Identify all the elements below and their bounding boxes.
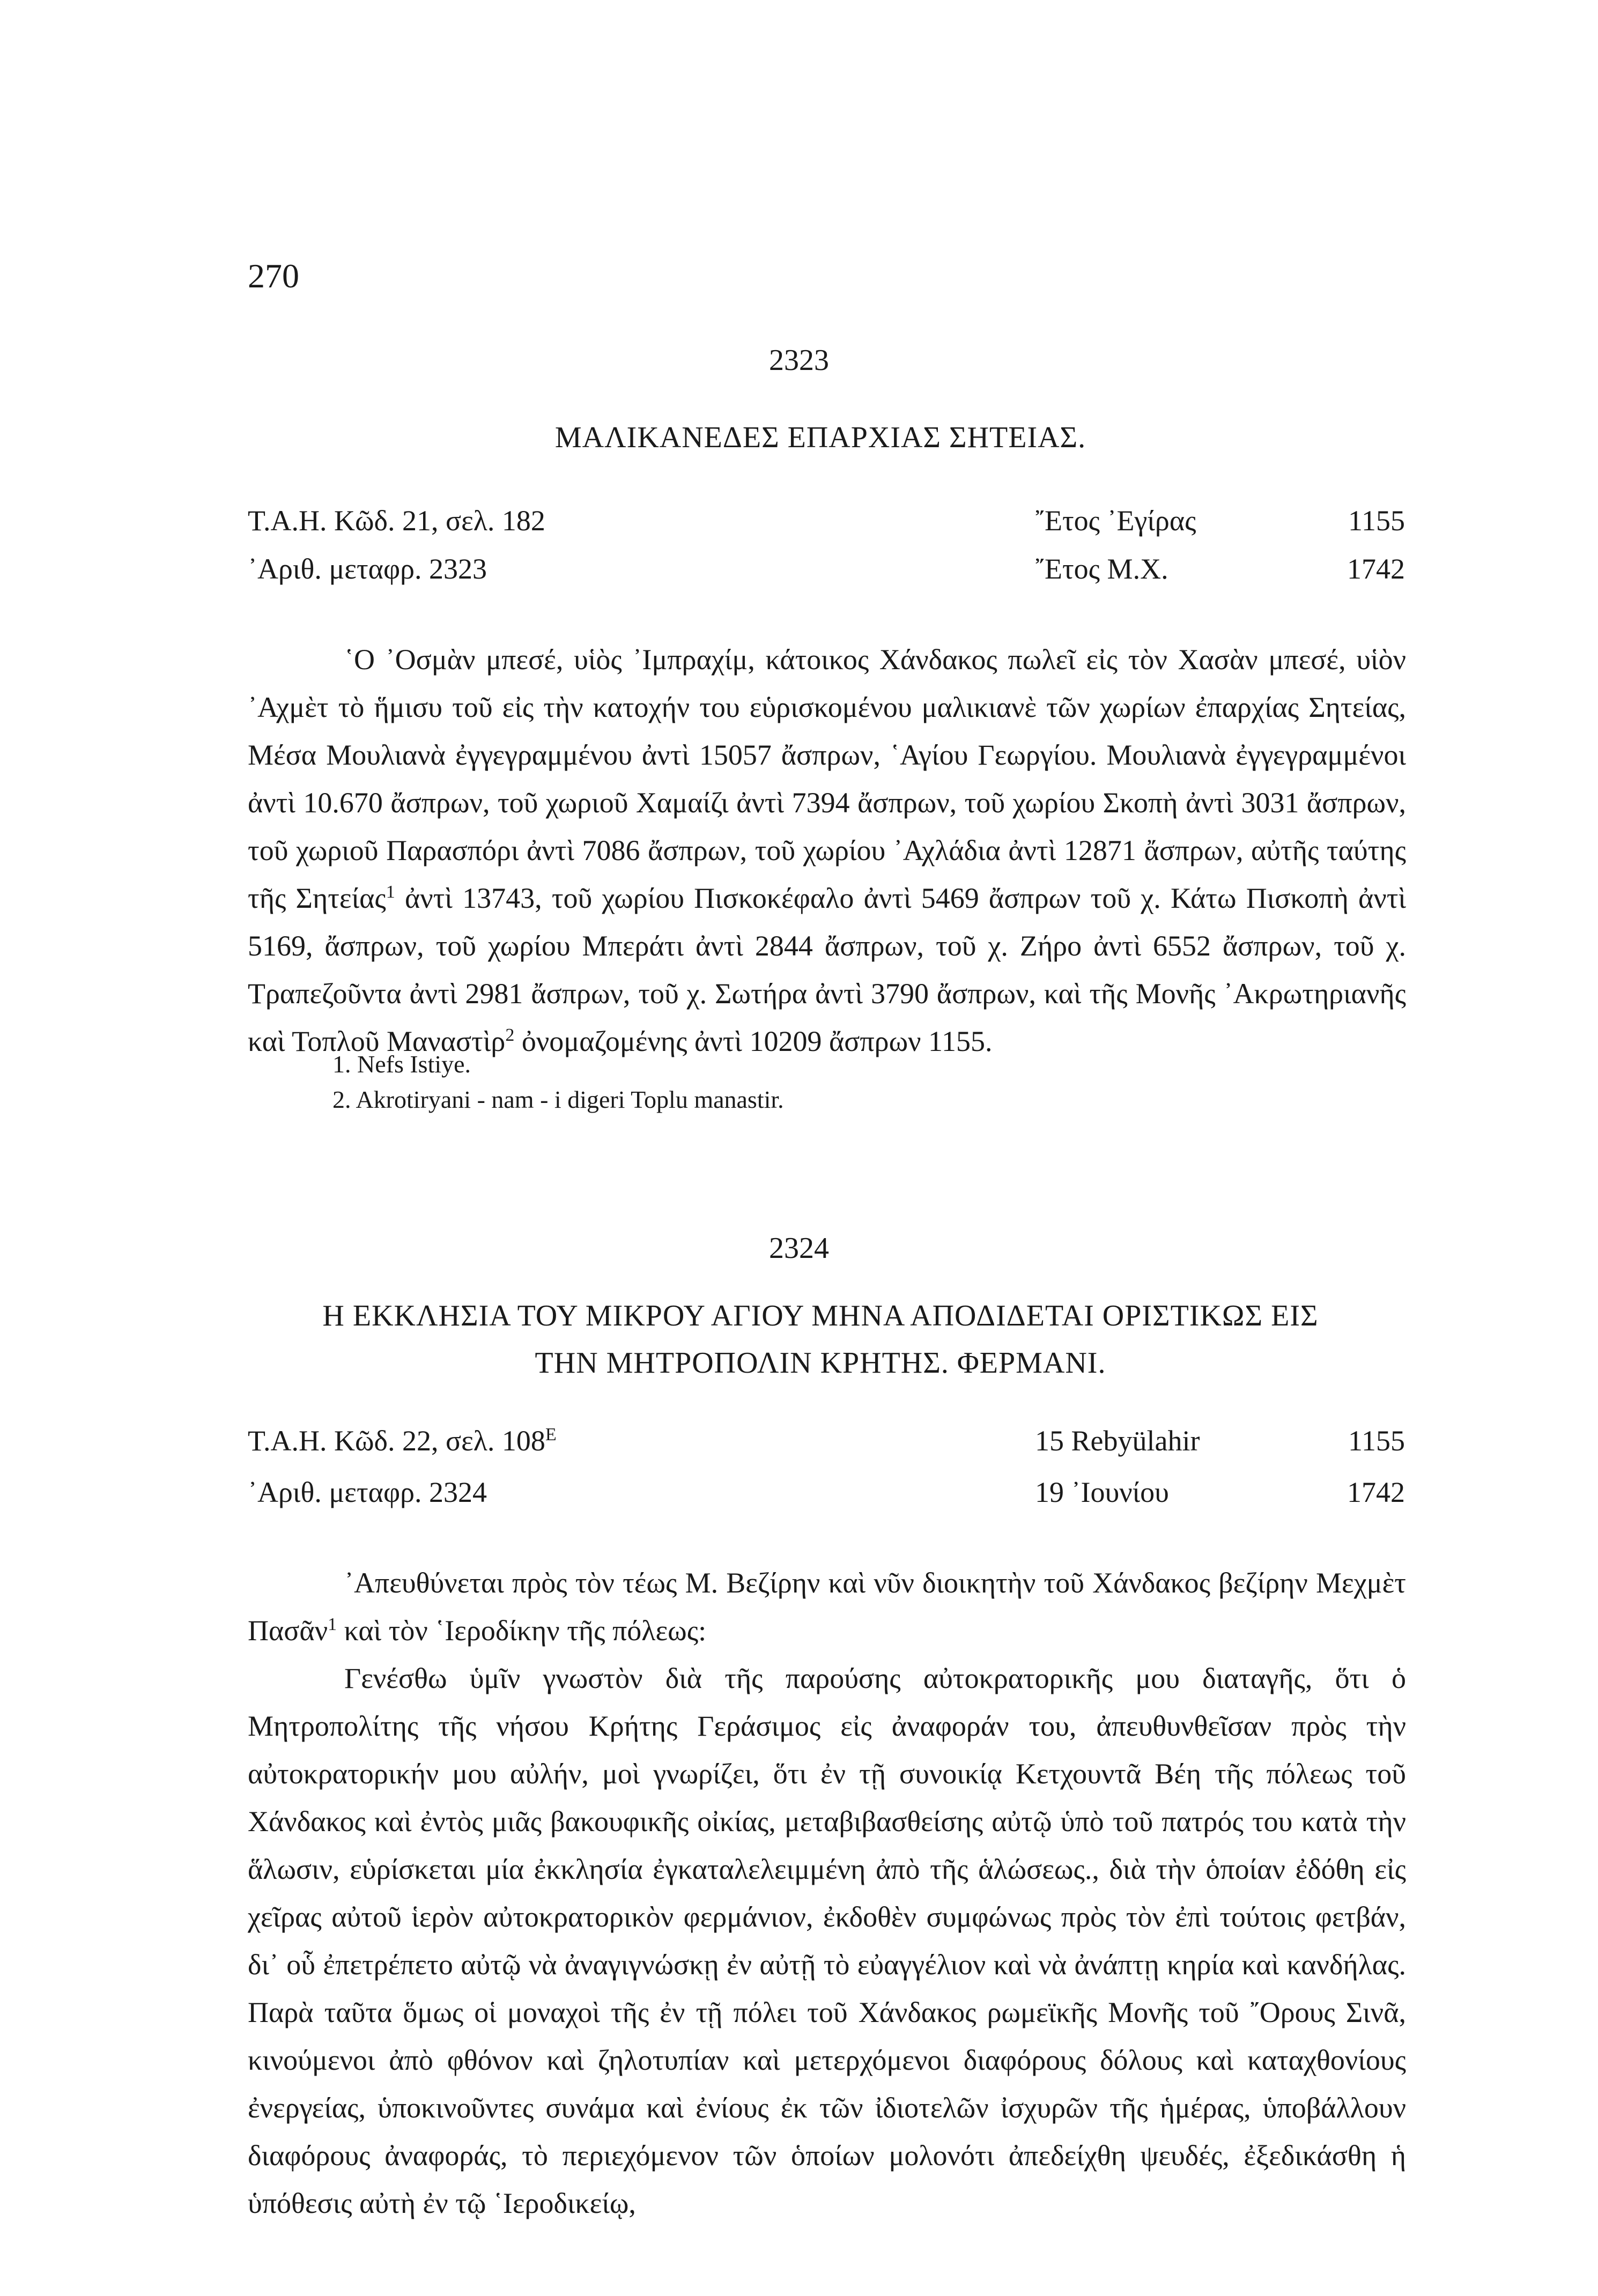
date-value-hijri: 1155 [1348,505,1405,537]
address-text-part: καὶ τὸν ῾Ιεροδίκην τῆς πόλεως: [337,1614,707,1647]
date-ad: 19 ᾿Ιουνίου [1035,1476,1169,1508]
document-title-2323: ΜΑΛΙΚΑΝΕΔΕΣ ΕΠΑΡΧΙΑΣ ΣΗΤΕΙΑΣ. [554,421,1086,454]
document-title-2324 [236,1292,1405,1387]
page-side-marker: Ε [545,1425,557,1445]
footnote-marker: 2 [505,1025,515,1045]
title-line: Η ΕΚΚΛΗΣΙΑ ΤΟΥ ΜΙΚΡΟΥ ΑΓΙΟΥ ΜΗΝΑ ΑΠΟΔΙΔΕΤΑΙ ΟΡΙΣΤΙΚΩΣ ΕΙΣ [322,1299,1319,1332]
date-value-hijri: 1155 [1348,1425,1405,1457]
address-text-part: ᾿Απευθύνεται πρὸς τὸν τέως Μ. Βεζίρην καὶ νῦν διοικητὴν τοῦ Χάνδακος βεζίρην Μεχμὲτ Πασᾶν [248,1567,1406,1647]
body-text-part: ῾Ο ᾿Οσμὰν μπεσέ, υἱὸς ᾿Ιμπραχίμ, κάτοικος Χάνδακος πωλεῖ εἰς τὸν Χασὰν μπεσέ, υἱὸν ᾿Αχμὲτ τὸ ἥμισυ τοῦ εἰς τὴν κατοχήν του εὑρισκομένου μαλικιανὲ τῶν χωρίων ἐπαρχίας Σητείας, Μέσα Μουλιανὰ ἐγγεγραμμένου ἀντὶ 15057 ἄσπρων, ῾Αγίου Γεωργίου. Μουλιανὰ ἐγγεγραμμένοι ἀντὶ 10.670 ἄσπρων, τοῦ χωριοῦ Χαμαίζι ἀντὶ 7394 ἄσπρων, τοῦ χωρίου Σκοπὴ ἀντὶ 3031 ἄσπρων, τοῦ χωριοῦ Παρασπόρι ἀντὶ 7086 ἄσπρων, τοῦ χωρίου ᾿Αχλάδια ἀντὶ 12871 ἄσπρων, αὐτῆς ταύτης τῆς Σητείας [248,643,1406,914]
footnote-marker: 1 [328,1614,337,1634]
document-body-2324: Γενέσθω ὑμῖν γνωστὸν διὰ τῆς παρούσης αὐτοκρατορικῆς μου διαταγῆς, ὅτι ὁ Μητροπολίτης τῆς νήσου Κρήτης Γεράσιμος εἰς ἀναφοράν του, ἀπευθυνθεῖσαν πρὸς τὴν αὐτοκρατορικήν μου αὐλήν, μοὶ γνωρίζει, ὅτι ἐν τῇ συνοικίᾳ Κετχουντᾶ Βέη τῆς πόλεως τοῦ Χάνδακος καὶ ἐντὸς μιᾶς βακουφικῆς οἰκίας, μεταβιβασθείσης αὐτῷ ὑπὸ τοῦ πατρός του κατὰ τὴν ἅλωσιν, εὑρίσκεται μία ἐκκλησία ἐγκαταλελειμμένη ἀπὸ τῆς ἁλώσεως., διὰ τὴν ὁποίαν ἐδόθη εἰς χεῖρας αὐτοῦ ἱερὸν αὐτοκρατορικὸν φερμάνιον, ἐκδοθὲν συμφώνως πρὸς τὸν ἐπὶ τούτοις φετβάν, δι᾿ οὗ ἐπετρέπετο αὐτῷ νὰ ἀναγιγνώσκῃ ἐν αὐτῇ τὸ εὐαγγέλιον καὶ νὰ ἀνάπτῃ κηρία καὶ κανδήλας. Παρὰ ταῦτα ὅμως οἱ μοναχοὶ τῆς ἐν τῇ πόλει τοῦ Χάνδακος ρωμεϊκῆς Μονῆς τοῦ ῎Ορους Σινᾶ, κινούμενοι ἀπὸ φθόνον καὶ ζηλοτυπίαν καὶ μετερχόμενοι διαφόρους δόλους καὶ καταχθονίους ἐνεργείας, ὑποκινοῦντες συνάμα καὶ ἐνίους ἐκ τῶν ἰδιοτελῶν ἰσχυρῶν τῆς ἡμέρας, ὑποβάλλουν διαφόρους ἀναφοράς, τὸ περιεχόμενον τῶν ὁποίων μολονότι ἀπεδείχθη ψευδές, ἐξεδικάσθη ἡ ὑπόθεσις αὐτὴ ἐν τῷ ῾Ιεροδικείῳ, [248,1662,1406,2219]
document-address-2324 [248,1559,1406,1655]
page-number: 270 [248,257,299,295]
date-label-hijri: ῎Ετος ᾿Εγίρας [1035,505,1196,537]
body-text-part: ἀντὶ 13743, τοῦ χωρίου Πισκοκέφαλο ἀντὶ 5469 ἄσπρων τοῦ χ. Κάτω Πισκοπὴ ἀντὶ 5169, ἄσπρων, τοῦ χωρίου Μπεράτι ἀντὶ 2844 ἄσπρων, τοῦ χ. Ζήρο ἀντὶ 6552 ἄσπρων, τοῦ χ. Τραπεζοῦντα ἀντὶ 2981 ἄσπρων, τοῦ χ. Σωτήρα ἀντὶ 3790 ἄσπρων, καὶ τῆς Μονῆς ᾿Ακρωτηριανῆς καὶ Τοπλοῦ Μαναστὶρ [248,882,1406,1057]
date-value-ad: 1742 [1347,1476,1405,1508]
footnote-1: 1. Nefs Istiye. [332,1050,471,1078]
translation-number: ᾿Αριθ. μεταφρ. 2323 [248,553,487,585]
footnote-marker: 1 [386,882,395,902]
footnotes [332,1047,784,1117]
archive-reference: Τ.Α.Η. Κῶδ. 21, σελ. 182 [248,505,545,537]
title-line: ΤΗΝ ΜΗΤΡΟΠΟΛΙΝ ΚΡΗΤΗΣ. ΦΕΡΜΑΝΙ. [535,1346,1106,1380]
document-number-2323: 2323 [769,344,829,377]
archive-reference [248,1424,557,1457]
footnote-2: 2. Akrotiryani - nam - i digeri Toplu manastir. [332,1086,784,1113]
body-text-part: ὀνομαζομένης ἀντὶ 10209 ἄσπρων 1155. [514,1025,993,1057]
document-number-2324: 2324 [769,1232,829,1265]
date-value-ad: 1742 [1347,553,1405,585]
date-hijri: 15 Rebyülahir [1035,1425,1200,1457]
document-body-2323 [248,636,1406,1065]
translation-number: ᾿Αριθ. μεταφρ. 2324 [248,1476,487,1508]
date-label-ad: ῎Ετος Μ.Χ. [1035,553,1168,585]
archive-reference-text: Τ.Α.Η. Κῶδ. 22, σελ. 108 [248,1425,545,1457]
